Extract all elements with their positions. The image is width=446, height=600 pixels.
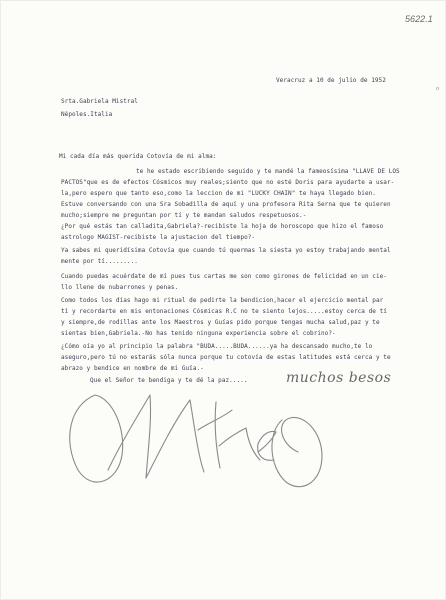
body-line: la,pero espero que tanto eso,como la leccion de mi "LUCKY CHAIN" te haya llegado bien. [61, 190, 376, 197]
handwritten-closing: muchos besos [286, 370, 392, 386]
body-line: PACTOS"que es de efectos Cósmicos muy reales;siento que no esté Doris para ayudarte a usar- [61, 179, 395, 186]
signature-stroke [219, 428, 260, 460]
body-line: Ya sabes mi queridísima Cotovía que cuando tú quermas la siesta yo estoy trabajando mental [61, 247, 391, 254]
body-line: aseguro,pero tú no estarás sóla nunca porque tu cotovía de estas latitudes está cerca y te [61, 354, 391, 361]
body-line: Cuando puedas acuérdate de mí pues tus cartas me son como girones de felicidad en un cie- [61, 273, 387, 280]
place-and-date: Veracruz a 10 de julio de 1952 [276, 77, 386, 84]
recipient-city: Népoles.Italia [61, 111, 113, 118]
signature-stroke [108, 395, 151, 478]
signature-stroke [272, 417, 322, 486]
body-line: Estuve conversando con una Sra Sobadilla de aquí y una profesora Rita Serna que te quieren [61, 201, 391, 208]
edge-mark: o [436, 86, 440, 92]
body-line: tí y recordarte en mis entonaciones Cósmicas R.C no te siento lejos.....estoy cerca de tí [61, 308, 387, 315]
body-line: abrazo y bendice en nombre de mi Guía.- [61, 365, 204, 372]
body-line: te he estado escribiendo seguido y te mandé la fameosísima "LLAVE DE LOS [136, 168, 400, 175]
greeting: Mi cada día más querida Cotovía de mi alma: [59, 153, 217, 160]
signature-stroke [146, 400, 204, 478]
body-line: ¿Por qué estás tan calladita,Gabriela?-recibiste la hoja de horoscopo que hizo el famoso [61, 223, 384, 230]
body-line: Como todos los días hago mi ritual de pedirte la bendicion,hacer el ejercicio mental par [61, 297, 384, 304]
archive-reference-number: 5622.1 [405, 14, 433, 24]
body-line: mente por tí......... [61, 258, 138, 265]
signature-stroke [70, 395, 123, 482]
body-line: llo llene de nubarrones y penas. [61, 284, 179, 291]
body-line: sientas bien,Gabriela.-No has tenido ninguna experiencia sobre el cobrino?- [61, 330, 336, 337]
body-line: astrologo MAGIST-recibiste la ajustacion del tiempo?- [61, 234, 256, 241]
body-line: mucho;siempre me preguntan por tí y te mandan saludos respetuosos.- [61, 212, 307, 219]
body-line: ¿Cómo oía yo al principio la palabra "BUDA.....BUDA......ya ha descansado mucho,te lo [61, 343, 373, 350]
recipient-name: Srta.Gabriela Mistral [61, 98, 138, 105]
closing-line: Que el Señor te bendiga y te dé la paz..... [90, 377, 248, 384]
body-line: y siempre,de rodillas ante los Maestros y Guías pido porque tengas mucha salud,paz y te [61, 319, 380, 326]
signature-stroke [215, 402, 220, 468]
